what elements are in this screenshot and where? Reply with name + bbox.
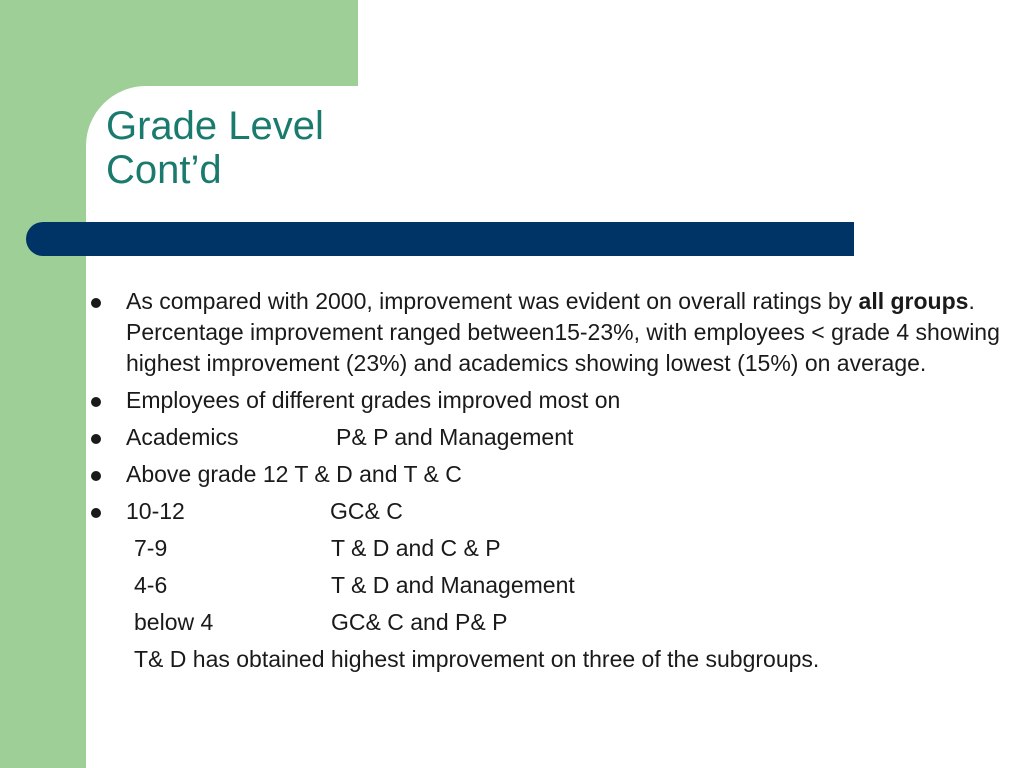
bullet-item — [86, 286, 1016, 379]
bullet-item — [86, 496, 1016, 527]
bullet-item — [86, 459, 1016, 490]
improvement-area: T & D and Management — [331, 572, 575, 598]
grade-label: 10-12 — [126, 498, 185, 524]
bullet-dot — [91, 434, 101, 444]
grade-row — [86, 570, 1016, 601]
title-divider-bar — [26, 222, 854, 256]
improvement-area: P& P and Management — [336, 424, 574, 450]
bullet-dot — [91, 298, 101, 308]
grade-row — [86, 607, 1016, 638]
bullet-item — [86, 422, 1016, 453]
bullet-dot — [91, 508, 101, 518]
bullet-text: As compared with 2000, improvement was evident on overall ratings by — [126, 288, 859, 314]
grade-label: Academics — [126, 424, 239, 450]
bullet-text: . Percentage improvement ranged between15-23%, with employees < grade 4 showing highest improvement (23%) and academics showing lowest (15%) on average. — [126, 288, 1000, 376]
improvement-area: GC& C and P& P — [331, 609, 508, 635]
grade-label: 7-9 — [134, 535, 168, 561]
title-line-1: Grade Level — [106, 104, 324, 148]
slide-body — [86, 286, 1016, 681]
grade-row — [86, 533, 1016, 564]
bullet-text: Employees of different grades improved most on — [126, 387, 621, 413]
bullet-text: Above grade 12 T & D and T & C — [126, 461, 462, 487]
bullet-dot — [91, 397, 101, 407]
conclusion-text: T& D has obtained highest improvement on three of the subgroups. — [134, 646, 820, 672]
improvement-area: GC& C — [330, 498, 403, 524]
improvement-area: T & D and C & P — [331, 535, 501, 561]
bullet-bold-text: all groups — [858, 288, 969, 314]
title-line-2: Cont’d — [106, 148, 222, 192]
slide-title — [106, 104, 324, 192]
bullet-item — [86, 385, 1016, 416]
grade-label: 4-6 — [134, 572, 168, 598]
bullet-dot — [91, 471, 101, 481]
grade-label: below 4 — [134, 609, 214, 635]
